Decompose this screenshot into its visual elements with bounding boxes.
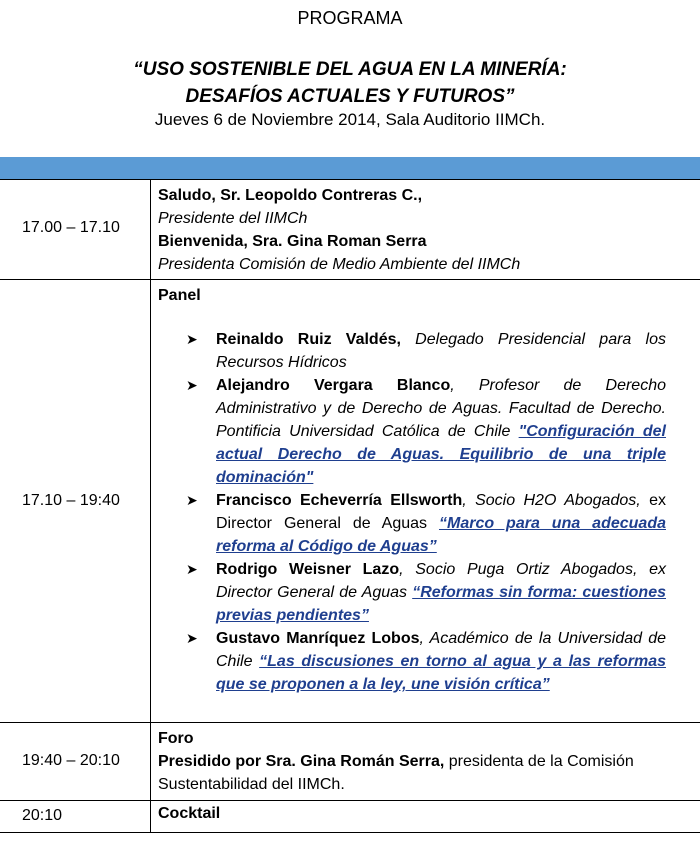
panelist-item [186, 558, 666, 627]
panelist-item [186, 627, 666, 696]
panelist-name: Reinaldo Ruiz Valdés, [216, 331, 401, 348]
panel-heading: Panel [158, 287, 201, 304]
arrow-bullet-icon: ➤ [186, 561, 198, 577]
arrow-bullet-icon: ➤ [186, 377, 198, 393]
greeting-line [158, 184, 668, 207]
welcome-label: Bienvenida [158, 233, 244, 250]
talk-title-link[interactable]: "Configuración del actual Derecho de Aguas. Equilibrio de una triple dominación" [216, 423, 666, 486]
panelist-name: Rodrigo Weisner Lazo [216, 561, 400, 578]
greeting-speaker: , Sr. Leopoldo Contreras C., [211, 187, 423, 204]
row-time: 17.10 – 19:40 [22, 492, 120, 509]
panelist-desc: Delegado Presidencial para los Recursos Hídricos [216, 331, 667, 371]
panelist-desc: , Profesor de Derecho Administrativo y de Derecho de Aguas. Facultad de Derecho. Pontificia Universidad Católica de Chile [216, 377, 666, 440]
forum-moderator-role: presidenta de la Comisión Sustentabilidad del IIMCh. [158, 753, 634, 793]
row-divider [0, 279, 700, 280]
panelist-desc: , Académico de la Universidad de Chile [216, 630, 667, 670]
arrow-bullet-icon: ➤ [186, 630, 198, 646]
panelist-pre: ex Director General de Aguas [216, 492, 666, 532]
row-divider [0, 832, 700, 833]
row-time: 17.00 – 17.10 [22, 219, 120, 236]
event-title-line2: DESAFÍOS ACTUALES Y FUTUROS” [185, 86, 515, 107]
event-title-line1: “USO SOSTENIBLE DEL AGUA EN LA MINERÍA: [133, 59, 567, 80]
program-title: PROGRAMA [297, 8, 403, 28]
talk-title-link[interactable]: “Reformas sin forma: cuestiones previas pendientes” [216, 584, 666, 624]
forum-desc [158, 750, 668, 796]
panelist-pre [510, 423, 518, 440]
forum-block [158, 727, 668, 796]
panelist-desc: , Socio H2O Abogados, [462, 492, 641, 509]
welcome-block [158, 184, 668, 276]
panelist-item [186, 374, 666, 489]
welcome-line [158, 230, 668, 253]
welcome-speaker: , Sra. Gina Roman Serra [243, 233, 427, 250]
event-date-place: Jueves 6 de Noviembre 2014, Sala Auditorio IIMCh. [154, 110, 546, 129]
row-time: 19:40 – 20:10 [22, 752, 120, 769]
forum-heading: Foro [158, 730, 194, 747]
arrow-bullet-icon: ➤ [186, 492, 198, 508]
panelist-name: Francisco Echeverría Ellsworth [216, 492, 463, 509]
talk-title-link[interactable]: “Marco para una adecuada reforma al Código de Aguas” [216, 515, 666, 555]
panelist-list [186, 328, 666, 696]
row-divider [0, 800, 700, 801]
header-color-bar [0, 157, 700, 179]
welcome-role: Presidenta Comisión de Medio Ambiente del IIMCh [158, 256, 521, 273]
panelist-item [186, 489, 666, 558]
row-divider [0, 722, 700, 723]
greeting-role: Presidente del IIMCh [158, 210, 308, 227]
cocktail-heading: Cocktail [158, 805, 221, 822]
panelist-name: Alejandro Vergara Blanco [216, 377, 451, 394]
row-time: 20:10 [22, 807, 63, 824]
event-title [0, 56, 700, 110]
panelist-desc: , Socio Puga Ortiz Abogados, ex Director General de Aguas [216, 561, 666, 601]
talk-title-link[interactable]: “Las discusiones en torno al agua y a las reformas que se proponen a la ley, une visión crítica” [216, 653, 666, 693]
forum-moderator: Presidido por Sra. Gina Román Serra, [158, 753, 445, 770]
panelist-item [186, 328, 666, 374]
panelist-name: Gustavo Manríquez Lobos [216, 630, 420, 647]
row-divider [0, 179, 700, 180]
column-divider [150, 179, 151, 832]
arrow-bullet-icon: ➤ [186, 331, 198, 347]
greeting-label: Saludo [158, 187, 212, 204]
